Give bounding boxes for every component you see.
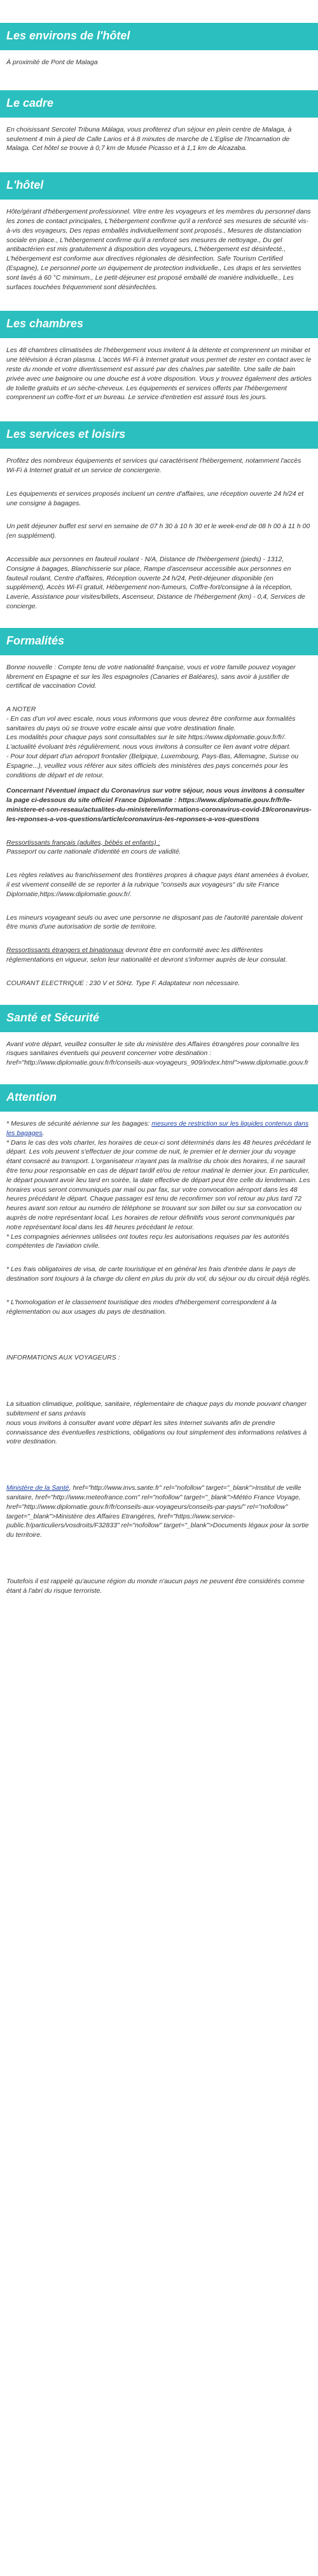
formalites-minors: Les mineurs voyageant seuls ou avec une personne ne disposant pas de l'autorité parentale doivent être munis d'une autorisation de sortie de territoire. xyxy=(6,913,303,931)
attention-p1-intro: * Mesures de sécurité aérienne sur les bagages: xyxy=(6,1120,152,1128)
formalites-note-text: - En cas d'un vol avec escale, nous vous informons que vous devrez être conforme aux formalités sanitaires du pays où se trouve votre escale ainsi que votre destination finale. Les modalités pour chaque pays sont consultables sur le site https://www.diplomatie.gouv.fr/fr/. L'actualité évoluant très régulièrement, nous vous invitons à consulter ce lien avant votre départ. - Pour tout départ d'un aéroport frontalier (Belgique, Luxembourg, Pays-Bas, Allemagne, Suisse ou Espagne...), veuillez vous référer aux sites officiels des ministères des pays concernés pour les conditions de départ et de retour. xyxy=(6,714,299,779)
section-header-cadre: Le cadre xyxy=(0,90,318,118)
formalites-fr-text: Passeport ou carte nationale d'identité en cours de validité. xyxy=(6,848,181,856)
section-header-sante: Santé et Sécurité xyxy=(0,1005,318,1032)
section-header-hotel: L'hôtel xyxy=(0,172,318,200)
attention-p2: * Les frais obligatoires de visa, de carte touristique et en général les frais d'entrée dans le pays de destination sont toujours à la charge du client en plus du prix du vol, du séjour ou du circuit déjà réglés. xyxy=(6,1265,311,1283)
formalites-foreign-text: devront être en conformité avec les différentes réglementations en vigueur, selon leur nationalité et devront s'informer auprès de leur consulat. xyxy=(6,946,287,964)
attention-p7: Toutefois il est rappelé qu'aucune région du monde n'aucun pays ne peuvent être considérés comme étant à l'abri du risque terroriste. xyxy=(6,1577,305,1595)
environs-text: À proximité de Pont de Malaga xyxy=(6,58,98,66)
attention-info-heading: INFORMATIONS AUX VOYAGEURS : xyxy=(6,1354,120,1362)
services-p3: Un petit déjeuner buffet est servi en semaine de 07 h 30 à 10 h 30 et le week-end de 08 h 00 à 11 h 00 (en supplément). xyxy=(6,522,310,540)
section-header-environs: Les environs de l'hôtel xyxy=(0,23,318,50)
sante-text: Avant votre départ, veuillez consulter le site du ministère des Affaires étrangères pour connaître les risques sanitaires éventuels qui peuvent concerner votre destination : href="http://www.diplomatie.gouv.fr/fr/conseils-aux-voyageurs_909/index.html">www.diplomatie.gouv.fr xyxy=(6,1040,309,1067)
formalites-coronavirus: Concernant l'éventuel impact du Coronavirus sur votre séjour, nous vous invitons à consulter la page ci-dessous du site officiel France Diplomatie : https://www.diplomatie.gouv.fr/fr/le-ministere-et-son-reseau/actualites-du-ministere/informations-coronavirus-covid-19/coronavirus-les-reponses-a-vos-questions/article/coronavirus-les-reponses-a-vos-questions xyxy=(6,787,312,823)
section-header-services: Les services et loisirs xyxy=(0,421,318,449)
attention-p6-text: , href="http://www.invs.sante.fr" rel="nofollow" target="_blank">Institut de veille sanitaire, href="http://www.meteofrance.com" rel="nofollow" target="_blank">Météo France Voyage, href="http://www.diplomatie.gouv.fr/fr/conseils-aux-voyageurs/conseils-par-pays/" rel="nofollow" target="_blank">Ministère des Affaires Etrangères, href="https://www.service-public.fr/particuliers/vosdroits/F32833" rel="nofollow" target="_blank">Documents légaux pour la sortie du territoire. xyxy=(6,1484,309,1539)
formalites-p1: Bonne nouvelle : Compte tenu de votre nationalité française, vous et votre famille pouvez voyager librement en Espagne et sur les îles espagnoles (Canaries et Baléares), sans avoir à justifier de certificat de vaccination Covid. xyxy=(6,663,296,690)
liquid-restrictions-link[interactable]: mesures de restriction sur les liquides contenus dans les bagages xyxy=(6,1120,309,1137)
section-header-chambres: Les chambres xyxy=(0,311,318,338)
services-p2: Les équipements et services proposés incluent un centre d'affaires, une réception ouverte 24 h/24 et une consigne à bagages. xyxy=(6,489,304,507)
section-header-formalites: Formalités xyxy=(0,628,318,655)
cadre-text: En choisissant Sercotel Tribuna Málaga, vous profiterez d'un séjour en plein centre de Malaga, à seulement 4 min à pied de Calle Larios et à 8 minutes de marche de L'Eglise de l'Incarnation de Malaga. Cet hôtel se trouve à 0,7 km de Musée Picasso et à 1,1 km de Alcazaba. xyxy=(6,125,292,153)
formalites-fr-heading: Ressortissants français (adultes, bébés et enfants) : xyxy=(6,838,160,847)
section-header-attention: Attention xyxy=(0,1084,318,1112)
services-p1: Profitez des nombreux équipements et services qui caractérisent l'hébergement, notamment l'accès Wi-Fi à Internet gratuit et un service de conciergerie. xyxy=(6,457,301,474)
formalites-foreign xyxy=(6,946,312,965)
formalites-foreign-heading: Ressortissants étrangers et binationaux xyxy=(6,946,124,955)
ministere-sante-link[interactable]: Ministère de la Santé xyxy=(6,1484,69,1492)
chambres-text: Les 48 chambres climatisées de l'hébergement vous invitent à la détente et comprennent un minibar et une télévision à écran plasma. L'accès Wi-Fi à Internet gratuit vous permet de rester en contact avec le reste du monde et votre divertissement est assuré par des chaînes par satellite. Une salle de bain privée avec une baignoire ou une douche est à votre disposition. Vous y trouvez également des articles de toilette gratuits et un sèche-cheveux. Les équipements et services offerts par l'hébergement comprennent un coffre-fort et un bureau. Le service d'entretien est assuré tous les jours. xyxy=(6,346,312,402)
attention-p5: La situation climatique, politique, sanitaire, réglementaire de chaque pays du monde pouvant changer subitement et sans préavis nous vous invitons à consulter avant votre départ les sites Internet suivants afin de prendre connaissance des éventuelles restrictions, obligations ou tout simplement des informations relatives à votre destination. xyxy=(6,1400,307,1446)
page-content xyxy=(0,23,318,1596)
formalites-borders: Les règles relatives au franchissement des frontières propres à chaque pays étant amenées à évoluer, il est vivement conseillé de se reporter à la rubrique "conseils aux voyageurs" du site France Diplomatie,https://www.diplomatie.gouv.fr/. xyxy=(6,871,310,898)
attention-p1-body: . * Dans le cas des vols charter, les horaires de ceux-ci sont déterminés dans les 48 heures précédant le départ. Les vols peuvent s'effectuer de jour comme de nuit, le premier et le dernier jour du voyage étant consacré au transport. L'organisateur n'ayant pas la maîtrise du choix des horaires, il ne saurait être tenu pour responsable en cas de départ tardif et/ou de retour matinal le dernier jour. En particulier, le départ pouvant avoir lieu tard en soirée, la date effective de départ peut être celle du lendemain. Les horaires vous seront communiqués par mail ou par fax, sur votre convocation aéroport dans les 48 heures précédant le départ. Chaque passager est tenu de reconfirmer son vol retour au plus tard 72 heures avant son retour au numéro de téléphone se trouvant sur son billet ou sur sa convocation ou auprès de notre représentant local. Les horaires de retour définitifs vous seront communiqués par notre représentant local dans les 48 heures précédant le retour. * Les compagnies aériennes utilisées ont toutes reçu les autorisations requises par les autorités compétentes de l'aviation civile. xyxy=(6,1129,312,1250)
attention-p6 xyxy=(6,1483,312,1540)
attention-p3: * L'homologation et le classement touristique des modes d'hébergement correspondent à la réglementation ou aux usages du pays de destination. xyxy=(6,1298,277,1316)
services-p4: Accessible aux personnes en fauteuil roulant - N/A, Distance de l'hébergement (pieds) - 1312, Consigne à bagages, Blanchisserie sur place, Rampe d'ascenseur accessible aux personnes en fauteuil roulant, Centre d'affaires, Réception ouverte 24 h/24, Petit-déjeuner disponible (en supplément), Accès Wi-Fi gratuit, Hébergement non-fumeurs, Coffre-fort/consigne à la réception, Laverie, Assistance pour visites/billets, Ascenseur, Distance de l'hébergement (km) - 0,4, Services de concierge. xyxy=(6,555,305,610)
formalites-electric: COURANT ELECTRIQUE : 230 V et 50Hz. Type F. Adaptateur non nécessaire. xyxy=(6,979,240,987)
hotel-text: Hôte/gérant d'hébergement professionnel. Vitre entre les voyageurs et les membres du personnel dans les zones de contact principales, L'hébergement confirme qu'il a renforcé ses mesures de sécurité vis-à-vis des voyageurs, Des repas emballés individuellement sont proposés., Mesures de distanciation sociale en place., L'hébergement confirme qu'il a renforcé ses mesures de nettoyage., Du gel antibactérien est mis gratuitement à disposition des voyageurs, L'hébergement est désinfecté., L'hébergement est conforme aux directives régionales de désinfection. Safe Tourism Certified (Espagne), Le personnel porte un équipement de protection individuelle., Les draps et les serviettes sont lavés à 60 °C minimum., Le petit-déjeuner est proposé emballé de manière individuelle., Les surfaces touchées fréquemment sont désinfectées. xyxy=(6,208,311,291)
formalites-note-heading: A NOTER xyxy=(6,705,36,714)
attention-p1 xyxy=(6,1119,312,1251)
